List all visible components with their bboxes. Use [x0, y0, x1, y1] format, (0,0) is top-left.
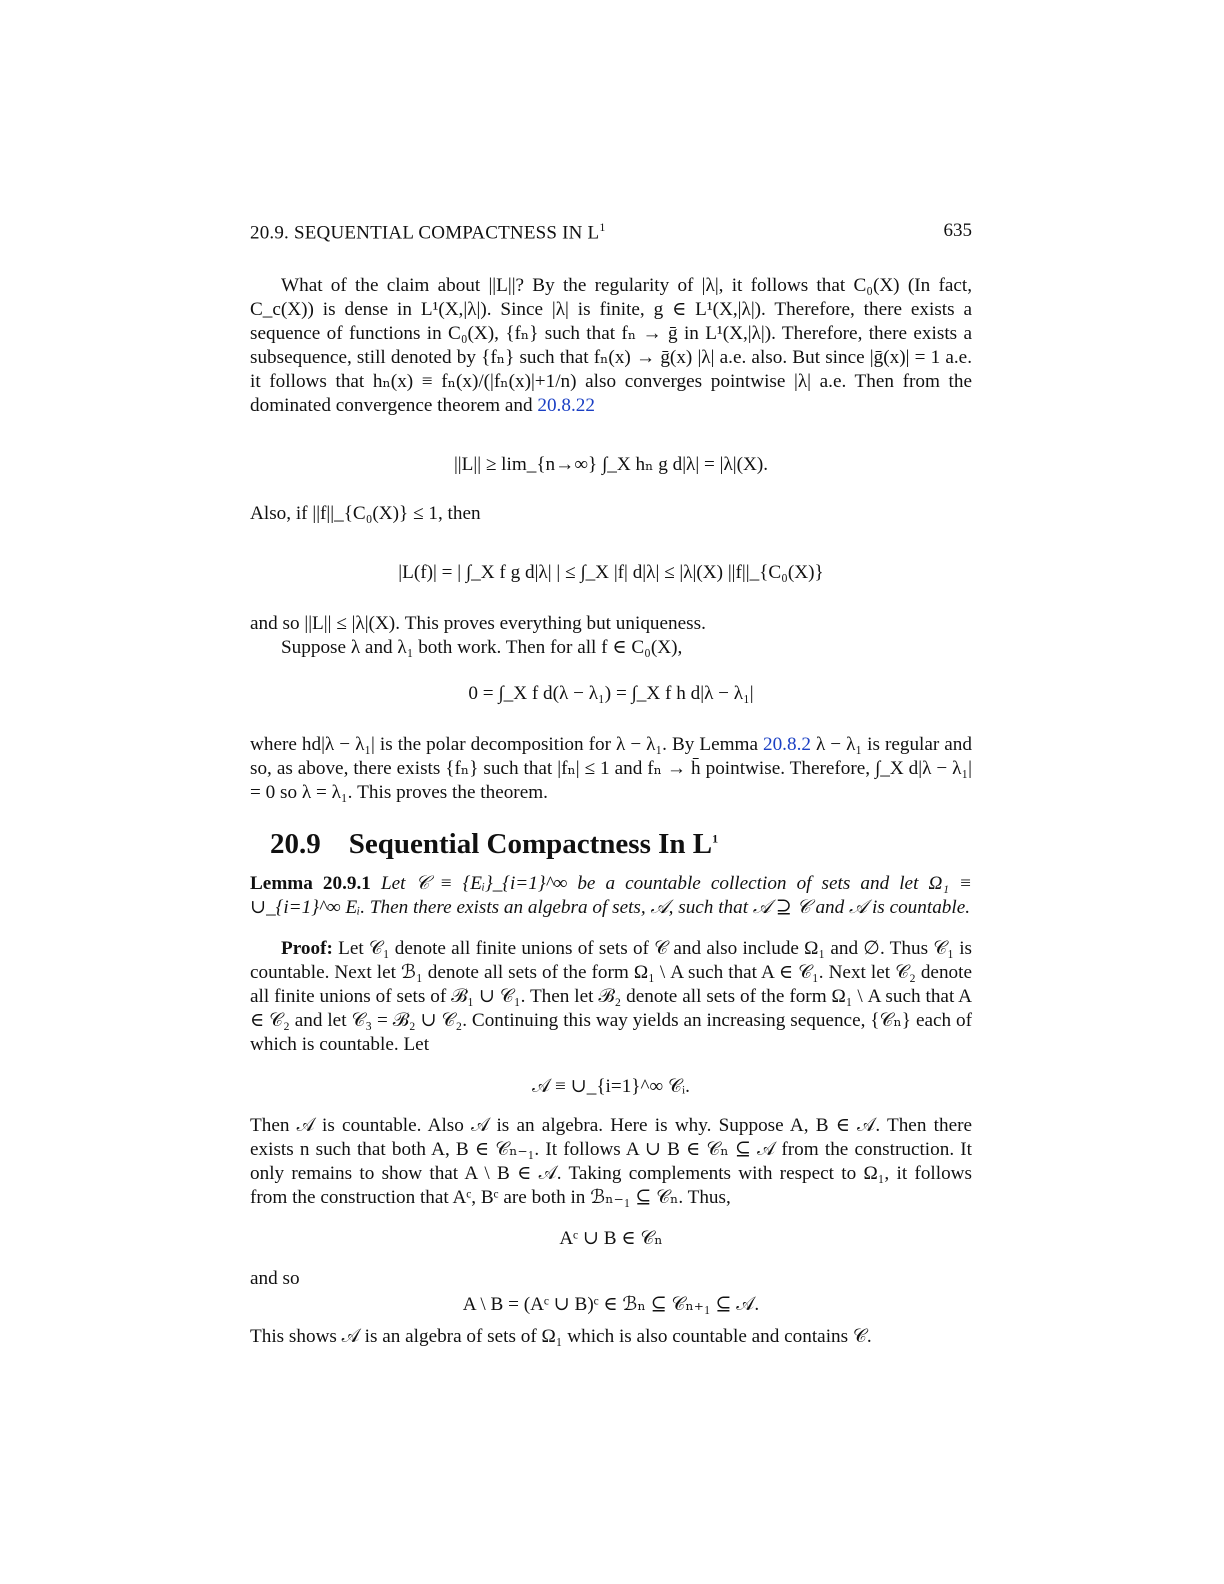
proof-text: Let 𝒞₁ denote all finite unions of sets of 𝒞 and also include Ω₁ and ∅. Thus 𝒞₁ is countable. Next let ℬ₁ denote all sets of the form Ω₁ \ A such that A ∈ 𝒞₁. Next let 𝒞₂ denote all finite unions of sets of ℬ₁ ∪ 𝒞₁. Then let ℬ₂ denote all sets of the form Ω₁ \ A such that A ∈ 𝒞₂ and let 𝒞₃ = ℬ₂ ∪ 𝒞₂. Continuing this way yields an increasing sequence, {𝒞ₙ} each of which is countable. Let: [250, 938, 972, 1055]
lemma-statement: Let 𝒞 ≡ {Eᵢ}_{i=1}^∞ be a countable collection of sets and let Ω₁ ≡ ∪_{i=1}^∞ Eᵢ. Then there exists an algebra of sets, 𝒜, such that 𝒜 ⊇ 𝒞 and 𝒜 is countable.: [250, 873, 973, 918]
paragraph-conclusion: This shows 𝒜 is an algebra of sets of Ω₁ which is also countable and contains 𝒞.: [250, 1326, 872, 1347]
section-number: 20.9: [270, 828, 321, 860]
lemma-block: [250, 872, 972, 920]
paragraph-polar-decomposition: where hd|λ − λ₁| is the polar decomposition for λ − λ₁. By Lemma 20.8.2 λ − λ₁ is regular and so, as above, there exists {fₙ} such that |fₙ| ≤ 1 and fₙ → h̄ pointwise. Therefore, ∫_X d|λ − λ₁| = 0 so λ = λ₁. This proves the theorem.: [250, 734, 972, 803]
equation-norm-lower-bound: ||L|| ≥ lim_{n→∞} ∫_X hₙ g d|λ| = |λ|(X).: [453, 454, 769, 475]
paragraph-text: What of the claim about ||L||? By the regularity of |λ|, it follows that C₀(X) (In fact, C_c(X)) is dense in L¹(X,|λ|). Since |λ| is finite, g ∈ L¹(X,|λ|). Therefore, there exists a sequence of functions in C₀(X), {fₙ} such that fₙ → ḡ in L¹(X,|λ|). Therefore, there exists a subsequence, still denoted by {fₙ} such that fₙ(x) → ḡ(x) |λ| a.e. also. But since |ḡ(x)| = 1 a.e. it follows that hₙ(x) ≡ fₙ(x)/(|fₙ(x)|+1/n) also converges pointwise |λ| a.e. Then from the dominated convergence theorem and: [250, 275, 972, 416]
lemma-label: Lemma 20.9.1: [250, 873, 371, 894]
paragraph-algebra-proof: Then 𝒜 is countable. Also 𝒜 is an algebra. Here is why. Suppose A, B ∈ 𝒜. Then there exists n such that both A, B ∈ 𝒞ₙ₋₁. It follows A ∪ B ∈ 𝒞ₙ ⊆ 𝒜 from the construction. It only remains to show that A \ B ∈ 𝒜. Taking complements with respect to Ω₁, it follows from the construction that Aᶜ, Bᶜ are both in ℬₙ₋₁ ⊆ 𝒞ₙ. Thus,: [250, 1115, 972, 1208]
section-heading: [270, 828, 718, 861]
paragraph-uniqueness: and so ||L|| ≤ |λ|(X). This proves everything but uniqueness. Suppose λ and λ₁ both work. Then for all f ∈ C₀(X),: [250, 613, 706, 658]
equation-algebra-definition: 𝒜 ≡ ∪_{i=1}^∞ 𝒞ᵢ.: [532, 1076, 690, 1097]
paragraph-also: Also, if ||f||_{C₀(X)} ≤ 1, then: [250, 503, 481, 524]
paragraph-claim: [250, 274, 972, 418]
paragraph-and-so: and so: [250, 1268, 300, 1289]
equation-functional-bound: |L(f)| = | ∫_X f g d|λ| | ≤ ∫_X |f| d|λ| ≤ |λ|(X) ||f||_{C₀(X)}: [398, 562, 824, 583]
lemma-reference-link[interactable]: 20.8.2: [762, 734, 811, 755]
proof-label: Proof:: [281, 938, 333, 959]
proof-block: [250, 937, 972, 1057]
running-title: 20.9. SEQUENTIAL COMPACTNESS IN $L^1$: [250, 220, 606, 244]
running-header: [250, 220, 972, 244]
section-title: Sequential Compactness In $L^1$: [348, 828, 719, 860]
equation-complement-union: Aᶜ ∪ B ∈ 𝒞ₙ: [559, 1228, 663, 1249]
equation-reference-link[interactable]: 20.8.22: [537, 395, 595, 416]
equation-zero-integral: 0 = ∫_X f d(λ − λ₁) = ∫_X f h d|λ − λ₁|: [468, 683, 754, 704]
equation-set-difference: A \ B = (Aᶜ ∪ B)ᶜ ∈ ℬₙ ⊆ 𝒞ₙ₊₁ ⊆ 𝒜.: [462, 1294, 760, 1315]
page-number: 635: [943, 220, 972, 241]
